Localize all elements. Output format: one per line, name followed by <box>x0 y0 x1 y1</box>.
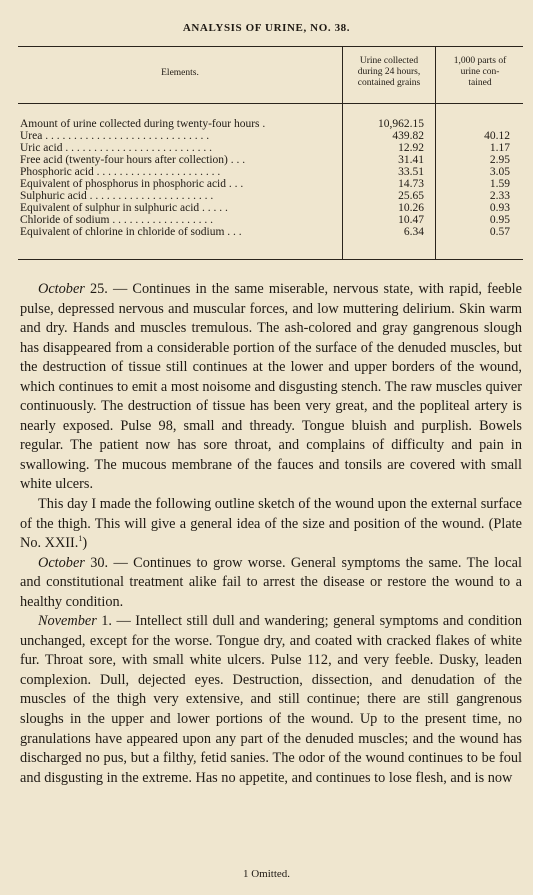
grains-value: 31.41 <box>398 154 424 166</box>
header-line: during 24 hours, <box>357 67 421 77</box>
header-line: 1,000 parts of <box>453 56 507 66</box>
grains-value: 10.47 <box>398 214 424 226</box>
table-row <box>18 227 523 239</box>
urine-analysis-table <box>18 46 523 260</box>
paragraph-text: This day I made the following outline sketch of the wound upon the external surface of the thigh. This will give a general idea of the size and position of the wound. (Plate No. XXII. <box>20 496 522 552</box>
grains-value: 33.51 <box>398 166 424 178</box>
table-bottom-rule <box>18 259 523 260</box>
per-thousand-value: 1.59 <box>489 178 510 190</box>
paragraph-october-30 <box>20 554 522 613</box>
per-thousand-value: 0.95 <box>489 214 510 226</box>
grains-value: 6.34 <box>403 226 424 238</box>
element-name: Chloride of sodium . . . . . . . . . . . . . . . . . . <box>20 215 213 226</box>
grains-value: 10.26 <box>398 202 424 214</box>
header-line: Urine collected <box>359 56 419 66</box>
footnote-marker: 1 <box>78 534 83 544</box>
per-thousand-value: 1.17 <box>489 142 510 154</box>
element-name: Equivalent of phosphorus in phosphoric acid . . . <box>20 179 244 190</box>
per-thousand-value: 2.95 <box>489 154 510 166</box>
paragraph-text-end: ) <box>82 535 88 552</box>
element-name: Sulphuric acid . . . . . . . . . . . . . . . . . . . . . . <box>20 191 214 202</box>
grains-value: 14.73 <box>398 178 424 190</box>
table-row <box>18 179 523 191</box>
table-row <box>18 131 523 143</box>
per-thousand-value: 40.12 <box>484 130 510 142</box>
per-thousand-value: 2.33 <box>489 190 510 202</box>
header-line: tained <box>468 78 492 88</box>
paragraph-text: 1. — Intellect still dull and wandering; general symptoms and condition unchanged, except for the worse. Tongue dry, and coated with cracked flakes of white fur. Throat sore, with small white ulcers. Pulse 112, and very feeble. Dusky, leaden complexion. Dull, dejected eyes. Destruction, dissection, and denudation of the muscles of the thigh very extensive, and still continue; there are still gangrenous sloughs in the upper and lower portions of the wound. Up to the present time, no granulations have appeared upon any part of the denuded muscles; and the wound has discharged no pus, but a filthy, fetid sanies. The odor of the wound continues to be foul and disgusting in the extreme. Has no appetite, and continues to lose flesh, and is now <box>20 613 522 786</box>
table-row <box>18 167 523 179</box>
table-top-rule <box>18 46 523 47</box>
table-row <box>18 119 523 131</box>
table-row <box>18 203 523 215</box>
footnote: 1 Omitted. <box>242 868 291 880</box>
body-text <box>20 280 522 788</box>
table-row <box>18 215 523 227</box>
grains-value: 12.92 <box>398 142 424 154</box>
element-name: Urea . . . . . . . . . . . . . . . . . . . . . . . . . . . . . <box>20 131 210 142</box>
paragraph-text: 30. — Continues to grow worse. General symptoms the same. The local and constitutional treatment alike fail to arrest the disease or restore the wound to a healthy condition. <box>20 554 522 610</box>
element-name: Equivalent of sulphur in sulphuric acid . . . . . <box>20 203 228 214</box>
element-name: Amount of urine collected during twenty-four hours . <box>20 119 266 130</box>
per-thousand-value: 0.93 <box>489 202 510 214</box>
paragraph-text: 25. — Continues in the same miserable, nervous state, with rapid, feeble pulse, depressed nervous and muscular forces, and low muttering delirium. Skin warm and dry. Hands and muscles tremulous. The ash-colored and gray gangrenous slough has disappeared from a considerable portion of the surface of the denuded muscles, but the destruction of tissue still continues at the lower and upper borders of the wound, which continues to emit a most noisome and disgusting stench. The raw muscles quiver continuously. The destruction of tissue has been very great, and the popliteal artery is nearly exposed. Pulse 98, small and thready. Tongue bluish and purplish. Bowels regular. The patient now has sore throat, and complains of difficulty and pain in swallowing. The mucous membrane of the fauces and tonsils are covered with small white ulcers. <box>20 281 522 493</box>
running-head: ANALYSIS OF URINE, NO. 38. <box>182 22 351 34</box>
element-name: Uric acid . . . . . . . . . . . . . . . . . . . . . . . . . . <box>20 143 212 154</box>
per-thousand-value: 0.57 <box>489 226 510 238</box>
entry-date: October <box>38 281 85 297</box>
element-name: Equivalent of chlorine in chloride of sodium . . . <box>20 227 242 238</box>
grains-value: 10,962.15 <box>378 118 424 130</box>
table-row <box>18 191 523 203</box>
grains-value: 25.65 <box>398 190 424 202</box>
element-name: Free acid (twenty-four hours after collection) . . . <box>20 155 246 166</box>
element-name: Phosphoric acid . . . . . . . . . . . . . . . . . . . . . . <box>20 167 221 178</box>
table-header-rule <box>18 103 523 104</box>
entry-date: November <box>38 613 97 630</box>
per-thousand-header <box>437 56 523 89</box>
per-thousand-value: 3.05 <box>489 166 510 178</box>
grains-value: 439.82 <box>392 130 424 142</box>
table-row <box>18 155 523 167</box>
header-line: urine con- <box>460 67 500 77</box>
paragraph-november-1 <box>20 612 522 788</box>
entry-date: October <box>38 554 85 571</box>
grains-header <box>344 56 434 89</box>
paragraph-sketch <box>20 495 522 554</box>
paragraph-october-25 <box>20 280 522 495</box>
header-line: contained grains <box>357 78 421 88</box>
table-row <box>18 143 523 155</box>
elements-header: Elements. <box>161 68 199 78</box>
